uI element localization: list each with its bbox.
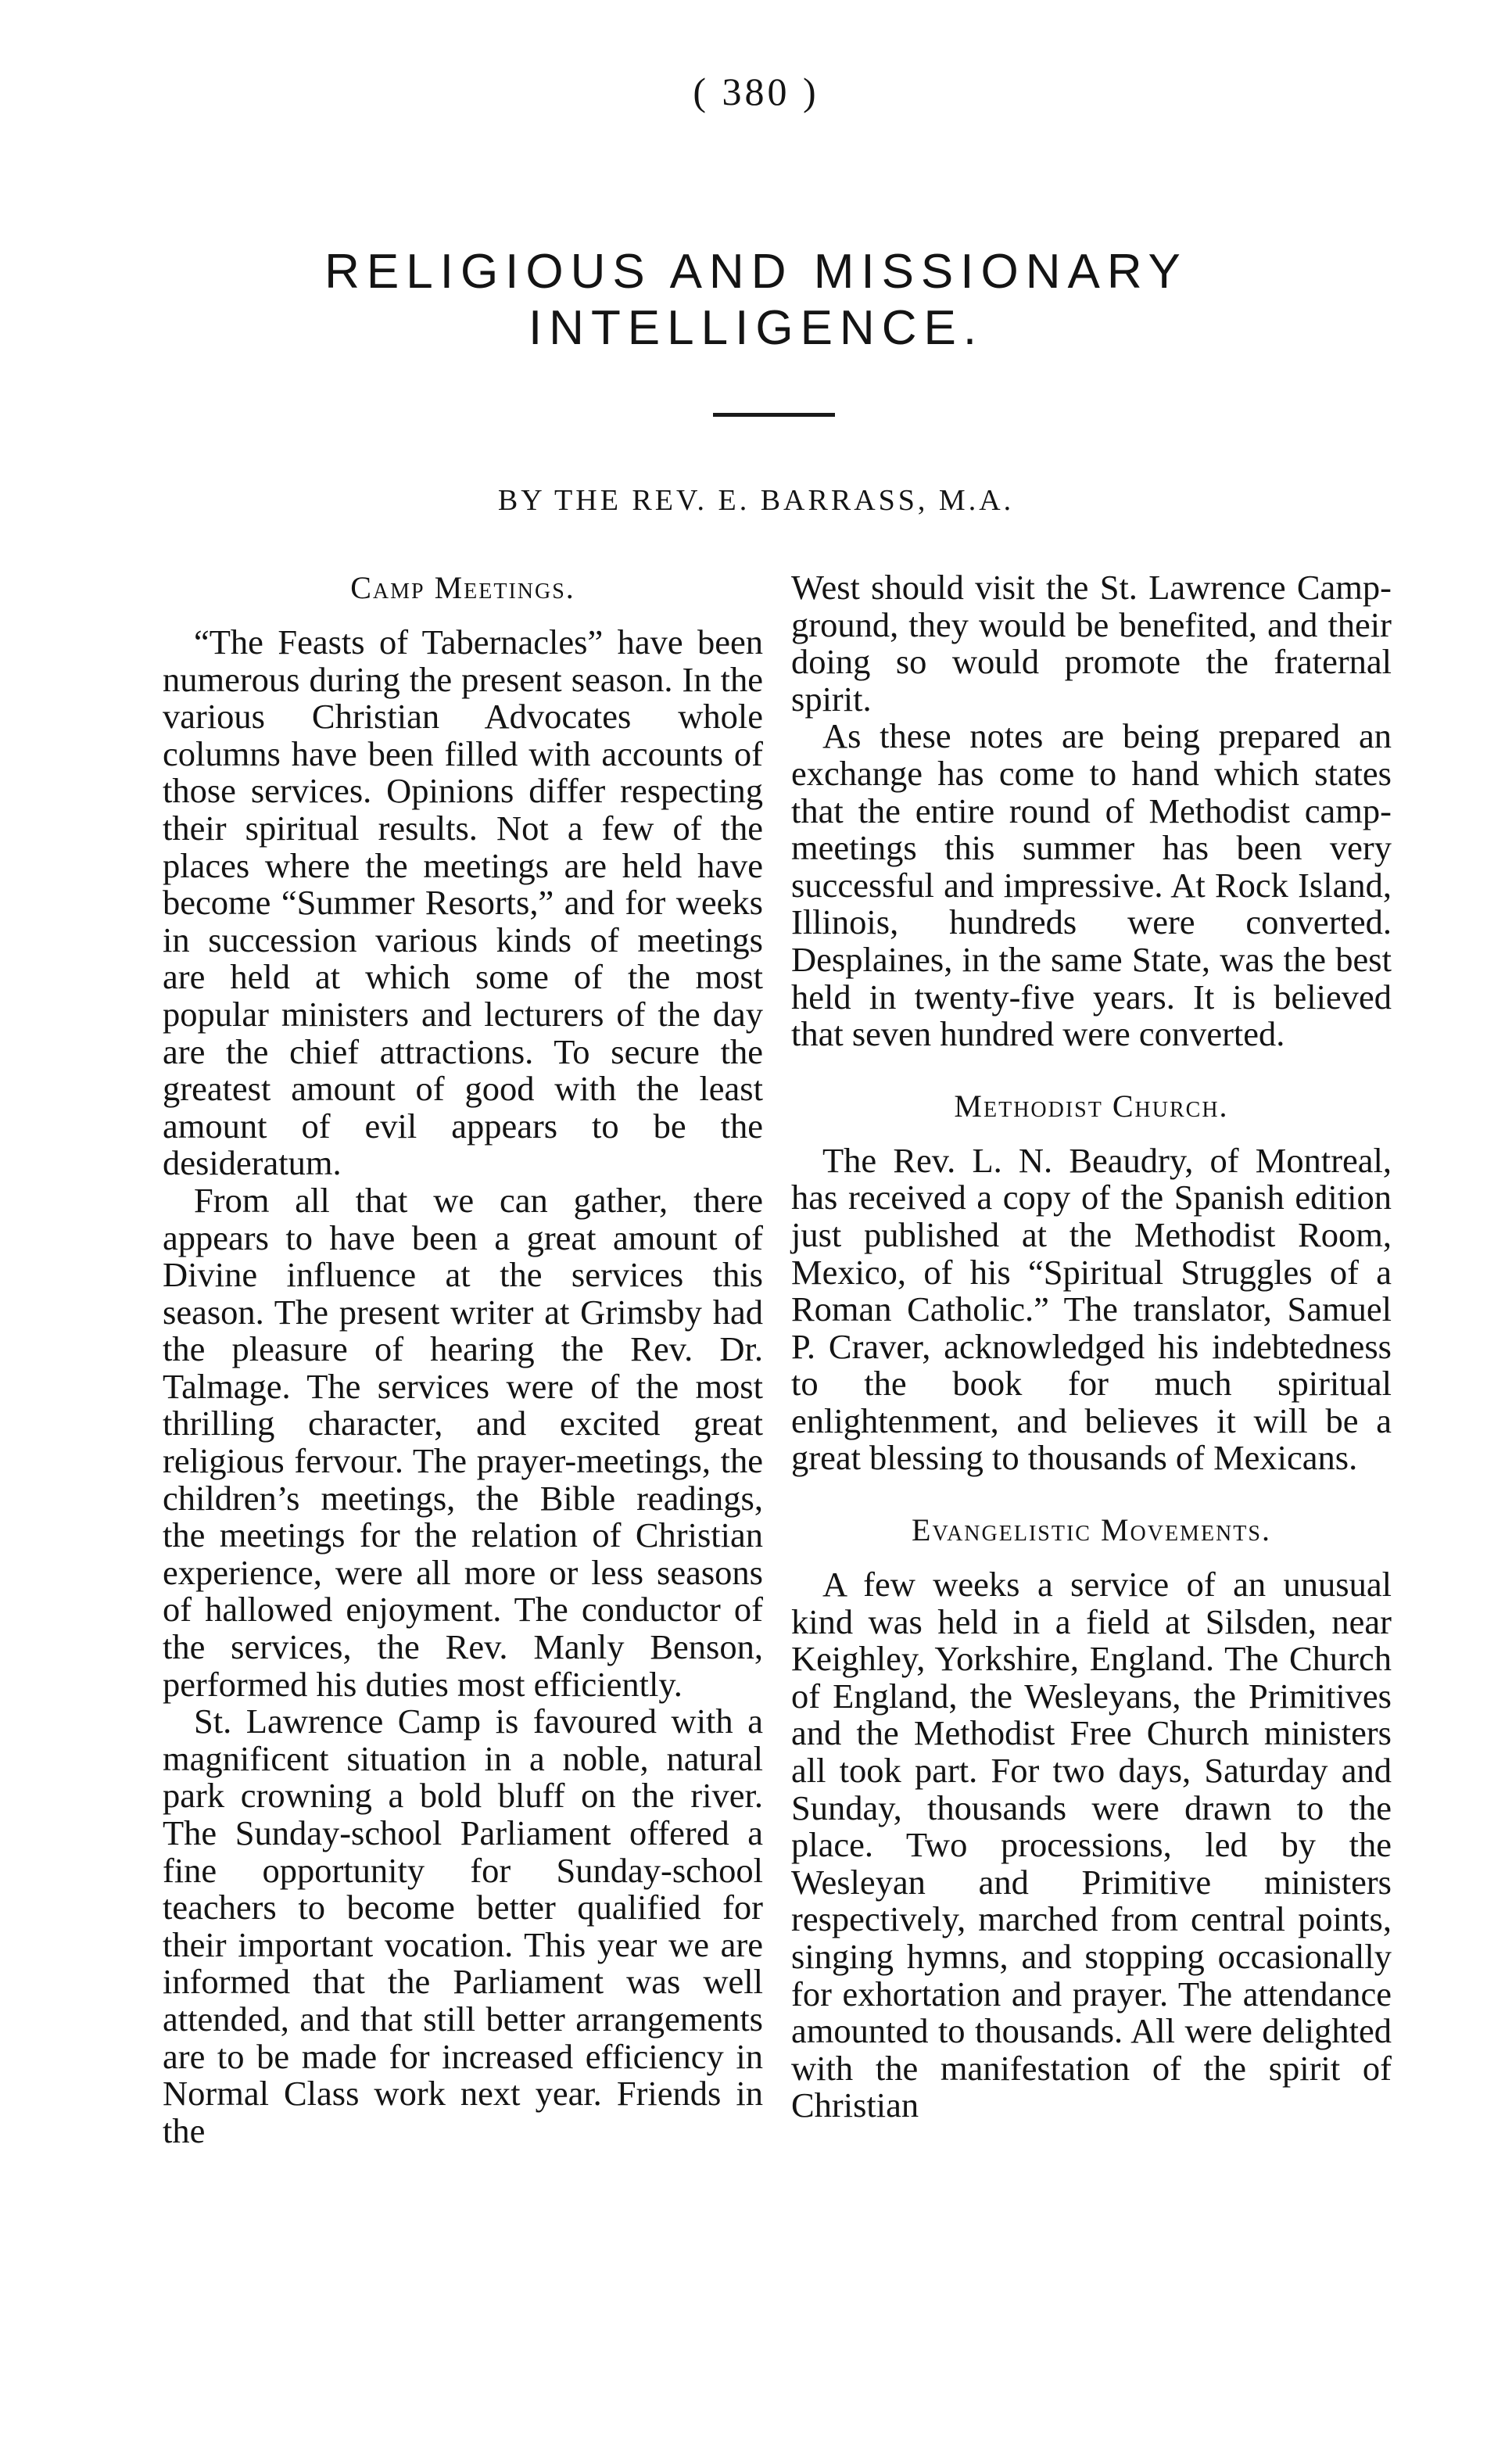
right-column xyxy=(791,569,1392,2125)
paragraph: A few weeks a service of an unusual kind was held in a field at Silsden, near Keighley, Yorkshire, England. The Church of England, the Wesleyans, the Primitives and the Methodist Free Church ministers all took part. For two days, Saturday and Sunday, thousands were drawn to the place. Two processions, led by the Wesleyan and Primitive ministers respectively, marched from central points, singing hymns, and stopping occasionally for exhortation and prayer. The attendance amounted to thousands. All were delighted with the manifestation of the spirit of Christian xyxy=(791,1565,1392,2125)
title-divider xyxy=(713,413,835,417)
paragraph: The Rev. L. N. Beaudry, of Montreal, has received a copy of the Spanish edition just published at the Methodist Room, Mexico, of his “Spiritual Struggles of a Roman Catholic.” The translator, Samuel P. Craver, acknowledged his indebtedness to the book for much spiritual enlightenment, and believes it will be a great blessing to thousands of Mexicans. xyxy=(791,1140,1392,1478)
title-line-1: RELIGIOUS AND MISSIONARY xyxy=(324,245,1188,299)
paragraph: “The Feasts of Tabernacles” have been numerous during the present season. In the various Christian Advocates whole columns have been filled with accounts of those services. Opinions differ respecting their spiritual results. Not a few of the places where the meetings are held have become “Summer Resorts,” and for weeks in succession various kinds of meetings are held at which some of the most popular ministers and lecturers of the day are the chief attractions. To secure the greatest amount of good with the least amount of evil appears to be the desideratum. xyxy=(163,622,763,1183)
paragraph: As these notes are being prepared an exchange has come to hand which states that the entire round of Methodist camp-meetings this summer has been very successful and impressive. At Rock Island, Illinois, hundreds were converted. Desplaines, in the same State, was the best held in twenty-five years. It is believed that seven hundred were converted. xyxy=(791,716,1392,1054)
paragraph: From all that we can gather, there appears to have been a great amount of Divine influence at the services this season. The present writer at Grimsby had the pleasure of hearing the Rev. Dr. Talmage. The services were of the most thrilling character, and excited great religious fervour. The prayer-meetings, the children’s meetings, the Bible readings, the meetings for the relation of Christian experience, were all more or less seasons of hallowed enjoyment. The conductor of the services, the Rev. Manly Benson, performed his duties most efficiently. xyxy=(163,1180,763,1704)
paragraph: St. Lawrence Camp is favoured with a magnificent situation in a noble, natural park crowning a bold bluff on the river. The Sunday-school Parliament offered a fine opportunity for Sunday-school teachers to become better qualified for their important vocation. This year we are informed that the Parliament was well attended, and that still better arrangements are to be made for increased efficiency in Normal Class work next year. Friends in the xyxy=(163,1702,763,2150)
page-number: ( 380 ) xyxy=(693,70,819,113)
byline: BY THE REV. E. BARRASS, M.A. xyxy=(497,484,1015,517)
page-title xyxy=(0,244,1512,357)
paragraph: West should visit the St. Lawrence Camp-ground, they would be benefited, and their doing so would promote the fraternal spirit. xyxy=(791,568,1392,719)
title-line-2: INTELLIGENCE. xyxy=(528,301,984,355)
section-heading-evangelistic-movements: Evangelistic Movements. xyxy=(912,1512,1271,1548)
section-heading-camp-meetings: Camp Meetings. xyxy=(350,570,575,605)
section-heading-methodist-church: Methodist Church. xyxy=(954,1088,1229,1124)
left-column xyxy=(163,569,763,2150)
